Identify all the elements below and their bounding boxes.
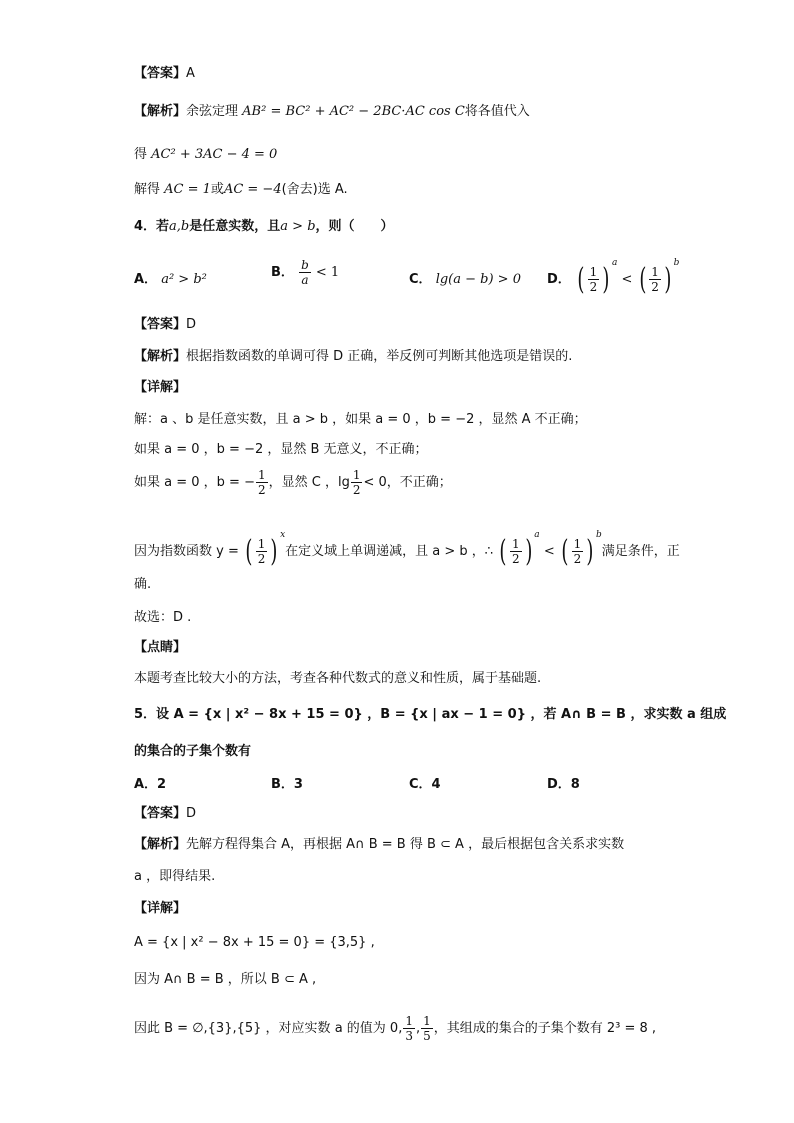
q4-detail-4-exp-a: a: [534, 530, 540, 540]
q4-choice: 故选：D .: [134, 610, 192, 625]
q4-detail-3-mid: ，显然 C ，lg: [268, 475, 350, 490]
q5-detail-3: 因此 B = ∅,{3},{5} ，对应实数 a 的值为 0, $\frac{1}{3}$ , $\frac{1}{5}$ ，其组成的集合的子集个数有 2³ = 8 ,: [134, 1014, 657, 1043]
q3-analysis-text: 余弦定理: [186, 104, 239, 119]
q5-option-d: D．8: [547, 777, 580, 792]
q4-detail-3-prefix: 如果 a = 0 ，b = −: [134, 475, 255, 490]
q5-detail-3-prefix: 因此 B = ∅,{3},{5} ，对应实数 a 的值为 0,: [134, 1021, 403, 1036]
q5-analysis-text1: 先解方程得集合 A，再根据 A∩ B = B 得 B ⊂ A ，最后根据包含关系求实数: [186, 837, 625, 852]
q3-cosine-law: AB² = BC² + AC² − 2BC·AC cos C: [242, 104, 465, 119]
q4-option-c-label: C．: [409, 272, 432, 287]
analysis-tag: 【解析】: [134, 104, 187, 119]
q3-answer-line: [134, 64, 195, 84]
q4-detail-4-frac: $\frac{1}{2}$: [257, 537, 266, 566]
q4-option-d-exp-b: b: [673, 258, 680, 268]
detail-tag: 【详解】: [134, 380, 187, 395]
q5-option-b: B．3: [271, 777, 303, 792]
q3-step2-line: [134, 180, 348, 200]
q4-stem-vars: a,b: [169, 219, 190, 234]
q3-step1-line: [134, 145, 277, 165]
q4-detail-5: 确.: [134, 577, 152, 592]
q4-stem-condition: a > b: [280, 219, 316, 234]
q4-option-d-rel: <: [621, 272, 633, 287]
q3-answer-value: A: [186, 66, 195, 81]
q4-detail-4: 因为指数函数 y = ( $\frac{1}{2}$ ) $^x$在定义域上单调递减，且 a > b ，∴ ( $\frac{1}{2}$ ) $^a$ < ( $\frac{1}{2}$ ) $^b$满足条件，正: [134, 530, 680, 569]
q5-detail-tag-line: [134, 899, 186, 919]
q5-detail-2: 因为 A∩ B = B ，所以 B ⊂ A ,: [134, 972, 317, 987]
q4-detail-4-frac-b: $\frac{1}{2}$: [573, 537, 582, 566]
q5-detail-3-frac2: $\frac{1}{5}$: [423, 1014, 431, 1043]
q4-detail-4-exp: x: [280, 530, 286, 540]
q4-option-b-fraction: [299, 258, 311, 287]
q4-option-b: [271, 258, 339, 287]
q4-detail-4-exp-b: b: [595, 530, 602, 540]
q4-detail-3-fraction: $\frac{1}{2}$: [257, 468, 266, 497]
q4-option-b-rel: < 1: [315, 265, 340, 280]
q3-step1-equation: AC² + 3AC − 4 = 0: [151, 147, 278, 162]
q4-comment: 本题考查比较大小的方法，考查各种代数式的意义和性质，属于基础题.: [134, 671, 542, 686]
q5-option-c: C．4: [409, 777, 441, 792]
q4-detail-tag-line: [134, 378, 186, 398]
q3-step2-prefix: 解得: [134, 182, 161, 197]
q4-detail-1: 解：a 、b 是任意实数，且 a > b ，如果 a = 0 ，b = −2 ，显然 A 不正确；: [134, 412, 587, 427]
q4-answer-value: D: [186, 317, 197, 332]
q5-detail-1: A = {x | x² − 8x + 15 = 0} = {3,5} ,: [134, 935, 375, 950]
q3-step1-prefix: 得: [134, 147, 148, 162]
q4-option-a: [134, 268, 207, 287]
detail-tag: 【详解】: [134, 901, 187, 916]
q4-stem-mid: 是任意实数，且: [189, 219, 281, 234]
q4-option-c: [409, 268, 521, 287]
q4-analysis-line: [134, 347, 572, 367]
q4-detail-4-rel: <: [543, 544, 555, 559]
q5-analysis-line2: a ，即得结果.: [134, 869, 216, 884]
q4-option-b-num: b: [301, 258, 309, 272]
q4-option-c-expr: lg(a − b) > 0: [435, 272, 521, 287]
q5-stem-line1: 5．设 A = {x | x² − 8x + 15 = 0} ，B = {x | ax − 1 = 0} ，若 A∩ B = B ，求实数 a 组成: [134, 707, 727, 722]
q5-stem-line2: 的集合的子集个数有: [134, 744, 252, 759]
analysis-tag: 【解析】: [134, 349, 187, 364]
q3-or: 或: [210, 182, 224, 197]
q4-detail-4-frac-a: $\frac{1}{2}$: [511, 537, 520, 566]
q3-analysis-line: [134, 102, 530, 122]
q4-stem-number: 4．若: [134, 219, 170, 234]
q4-stem: [134, 217, 394, 237]
q3-analysis-tail: 将各值代入: [464, 104, 530, 119]
q4-detail-3: [134, 468, 452, 498]
q4-detail-3-lg-fraction: $\frac{1}{2}$: [352, 468, 361, 497]
q5-analysis-line1: [134, 835, 624, 855]
q4-comment-tag-line: [134, 638, 186, 658]
q4-option-d-frac2: $\frac{1}{2}$: [651, 265, 659, 294]
q4-answer-line: [134, 315, 196, 335]
q3-step2-tail: (舍去)选 A.: [281, 182, 348, 197]
q5-detail-3-frac1: $\frac{1}{3}$: [405, 1014, 413, 1043]
answer-tag: 【答案】: [134, 806, 187, 821]
answer-tag: 【答案】: [134, 317, 187, 332]
q4-option-b-den: a: [301, 273, 309, 287]
analysis-tag: 【解析】: [134, 837, 187, 852]
q5-detail-3-tail: ，其组成的集合的子集个数有 2³ = 8 ,: [433, 1021, 657, 1036]
comment-tag: 【点睛】: [134, 640, 187, 655]
q4-detail-2: 如果 a = 0 ，b = −2 ，显然 B 无意义，不正确；: [134, 442, 428, 457]
q5-answer-line: [134, 804, 196, 824]
q4-analysis-text: 根据指数函数的单调可得 D 正确，举反例可判断其他选项是错误的.: [186, 349, 573, 364]
q4-option-d-label: D．: [547, 272, 571, 287]
q4-detail-4-mid: 在定义域上单调递减，且 a > b ，∴: [285, 544, 494, 559]
answer-tag: 【答案】: [134, 66, 187, 81]
q5-answer-value: D: [186, 806, 197, 821]
q4-detail-4-prefix: 因为指数函数 y =: [134, 544, 239, 559]
q3-root2: AC = −4: [223, 182, 282, 197]
q4-option-d-exp-a: a: [612, 258, 618, 268]
q4-option-d-frac1: $\frac{1}{2}$: [589, 265, 598, 294]
q4-option-a-expr: a² > b²: [161, 272, 207, 287]
q5-option-a: A．2: [134, 777, 167, 792]
q4-stem-tail: ，则（ ）: [315, 219, 394, 234]
q4-detail-3-tail: < 0，不正确；: [363, 475, 452, 490]
q4-option-b-label: B．: [271, 265, 294, 280]
q4-option-a-label: A．: [134, 272, 158, 287]
q4-detail-4-tail: 满足条件，正: [601, 544, 680, 559]
q3-root1: AC = 1: [164, 182, 211, 197]
q4-option-d: D． ( $\frac{1}{2}$ ) $^a$ < ( $\frac{1}{2}$ ) $^b$: [547, 258, 680, 297]
